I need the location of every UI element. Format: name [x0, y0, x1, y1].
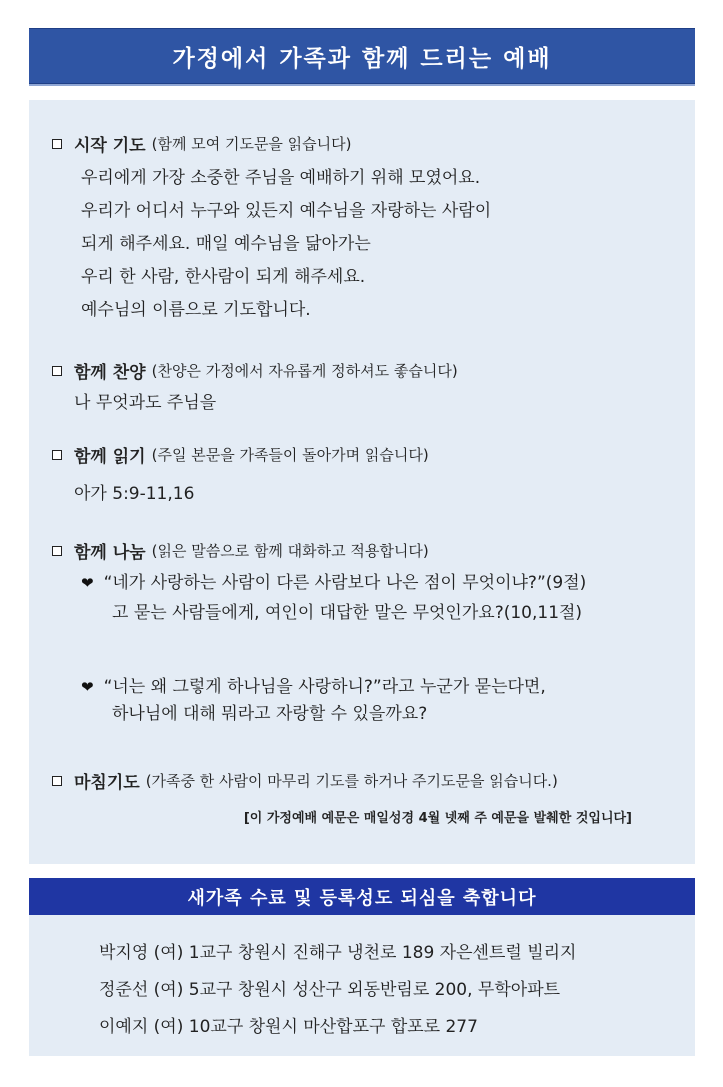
section-head: 함께 읽기	[74, 447, 146, 467]
source-note: [이 가정예배 예문은 매일성경 4월 넷째 주 예문을 발췌한 것입니다]	[243, 811, 632, 826]
section-head: 함께 찬양	[74, 363, 146, 383]
checkbox-icon	[52, 366, 62, 376]
page-title-bar	[29, 28, 695, 84]
section-opening-prayer	[52, 131, 352, 156]
section-note: (찬양은 가정에서 자유롭게 정하셔도 좋습니다)	[151, 362, 458, 380]
new-members-banner	[29, 878, 695, 915]
question-2-line-1: ❤ “너는 왜 그렇게 하나님을 사랑하니?”라고 누군가 묻는다면,	[81, 677, 546, 697]
checkbox-icon	[52, 546, 62, 556]
question-1-line-2: 고 묻는 사람들에게, 여인이 대답한 말은 무엇인가요?(10,11절)	[112, 603, 583, 623]
section-sharing	[52, 538, 429, 563]
reading-passage: 아가 5:9-11,16	[74, 484, 195, 504]
member-entry: 정준선 (여) 5교구 창원시 성산구 외동반림로 200, 무학아파트	[99, 980, 561, 1000]
checkbox-icon	[52, 450, 62, 460]
checkbox-icon	[52, 776, 62, 786]
prayer-line: 예수님의 이름으로 기도합니다.	[81, 300, 311, 320]
heart-icon: ❤	[81, 678, 94, 696]
section-praise	[52, 358, 458, 383]
banner-title: 새가족 수료 및 등록성도 되심을 축합니다	[187, 887, 537, 909]
heart-icon: ❤	[81, 574, 94, 592]
section-head: 시작 기도	[74, 136, 146, 156]
section-note: (주일 본문을 가족들이 돌아가며 읽습니다)	[151, 446, 429, 464]
prayer-line: 되게 해주세요. 매일 예수님을 닮아가는	[81, 234, 371, 254]
member-entry: 박지영 (여) 1교구 창원시 진해구 냉천로 189 자은센트럴 빌리지	[99, 943, 577, 963]
section-closing	[52, 768, 558, 793]
page-title: 가정에서 가족과 함께 드리는 예배	[172, 45, 552, 72]
section-head: 함께 나눔	[74, 543, 146, 563]
prayer-line: 우리 한 사람, 한사람이 되게 해주세요.	[81, 267, 366, 287]
question-1-line-1: ❤ “네가 사랑하는 사람이 다른 사람보다 나은 점이 무엇이냐?”(9절)	[81, 573, 587, 593]
checkbox-icon	[52, 139, 62, 149]
prayer-line: 우리에게 가장 소중한 주님을 예배하기 위해 모였어요.	[81, 168, 481, 188]
section-reading	[52, 442, 429, 467]
praise-song: 나 무엇과도 주님을	[74, 393, 217, 413]
prayer-line: 우리가 어디서 누구와 있든지 예수님을 자랑하는 사람이	[81, 201, 492, 221]
section-note: (함께 모여 기도문을 읽습니다)	[151, 135, 352, 153]
member-entry: 이예지 (여) 10교구 창원시 마산합포구 합포로 277	[99, 1017, 478, 1037]
question-2-line-2: 하나님에 대해 뭐라고 자랑할 수 있을까요?	[112, 704, 428, 724]
section-note: (가족중 한 사람이 마무리 기도를 하거나 주기도문을 읽습니다.)	[145, 772, 558, 790]
section-note: (읽은 말씀으로 함께 대화하고 적용합니다)	[151, 542, 429, 560]
section-head: 마침기도	[74, 773, 140, 793]
